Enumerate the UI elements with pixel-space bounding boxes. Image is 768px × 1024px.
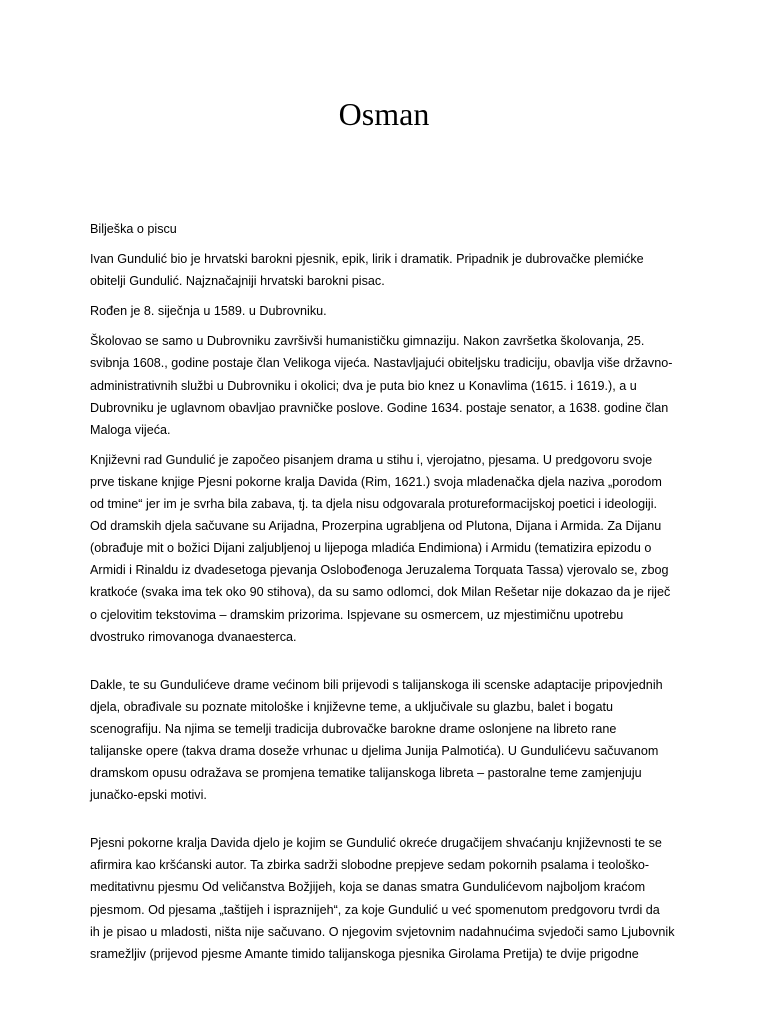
- text-line: junačko-epski motivi.: [90, 788, 207, 803]
- text-line: (obrađuje mit o božici Dijani zaljubljenoj u lijepoga mladića Endimiona) i Armidu (tematizira epizodu o: [90, 541, 652, 556]
- text-line: Armidi i Rinaldu iz dvadesetoga pjevanja Oslobođenoga Jeruzalema Torquata Tassa) vjerovalo se, zbog: [90, 563, 669, 578]
- section-heading: [90, 218, 682, 240]
- text-line: prve tiskane knjige Pjesni pokorne kralja Davida (Rim, 1621.) svoja mladenačka djela naziva „porodom: [90, 474, 662, 489]
- text-line: sramežljiv (prijevod pjesme Amante timido talijanskoga pjesnika Girolama Pretija) te dvije prigodne: [90, 946, 639, 961]
- text-line: talijanske opere (takva drama doseže vrhunac u djelima Junija Palmotića). U Gundulićevu sačuvanom: [90, 743, 659, 758]
- document-body: [90, 218, 682, 973]
- text-line: afirmira kao kršćanski autor. Ta zbirka sadrži slobodne prepjeve sedam pokornih psalama i teološko-: [90, 858, 650, 873]
- text-line: obitelji Gundulić. Najznačajniji hrvatski barokni pisac.: [90, 274, 385, 289]
- text-line: Maloga vijeća.: [90, 422, 171, 437]
- text-line: ih je pisao u mladosti, ništa nije sačuvano. O njegovim svjetovnim nadahnućima svjedoči samo Ljubovnik: [90, 924, 675, 939]
- paragraph-birth: [90, 300, 682, 322]
- text-line: dramskom opusu odražava se promjena tematike talijanskoga libreta – pastoralne teme zamjenjuju: [90, 766, 642, 781]
- text-line: Od dramskih djela sačuvane su Arijadna, Prozerpina ugrabljena od Plutona, Dijana i Armida. Za Dijanu: [90, 519, 662, 534]
- text-line: od tmine“ jer im je svrha bila zabava, tj. ta djela nisu odgovarala protureformacijskoj poetici i ideologiji.: [90, 497, 657, 512]
- text-line: scenografiju. Na njima se temelji tradicija dubrovačke barokne drame oslonjene na libreto rane: [90, 721, 617, 736]
- paragraph-intro: [90, 248, 682, 292]
- text-line: kratkoće (svaka ima tek oko 90 stihova), da su samo odlomci, dok Milan Rešetar nije dokazao da je riječ: [90, 585, 671, 600]
- text-line: Dubrovniku je uglavnom obavljao pravničke poslove. Godine 1634. postaje senator, a 1638. godine član: [90, 400, 669, 415]
- text-line: Književni rad Gundulić je započeo pisanjem drama u stihu i, vjerojatno, pjesama. U predgovoru svoje: [90, 452, 653, 467]
- text-line: Bilješka o piscu: [90, 222, 177, 236]
- text-line: meditativnu pjesmu Od veličanstva Božjijeh, koja se danas smatra Gundulićevom najboljom kraćom: [90, 880, 646, 895]
- text-line: Pjesni pokorne kralja Davida djelo je kojim se Gundulić okreće drugačijem shvaćanju književnosti te se: [90, 836, 662, 851]
- text-line: Rođen je 8. siječnja u 1589. u Dubrovniku.: [90, 304, 327, 319]
- text-line: pjesmom. Od pjesama „taštijeh i ispraznijeh“, za koje Gundulić u već spomenutom predgovoru tvrdi da: [90, 902, 660, 917]
- text-line: Ivan Gundulić bio je hrvatski barokni pjesnik, epik, lirik i dramatik. Pripadnik je dubrovačke plemićke: [90, 252, 644, 267]
- paragraph-literary-work: [90, 449, 682, 648]
- paragraph-dramas: [90, 674, 682, 807]
- paragraph-psalms: [90, 832, 682, 965]
- text-line: Dakle, te su Gundulićeve drame većinom bili prijevodi s talijanskoga ili scenske adaptacije pripovjednih: [90, 677, 663, 692]
- document-title: Osman: [338, 96, 430, 132]
- text-line: svibnja 1608., godine postaje član Velikoga vijeća. Nastavljajući obiteljsku tradiciju, obavlja više državno-: [90, 356, 673, 371]
- text-line: administrativnih službi u Dubrovniku i okolici; dva je puta bio knez u Konavlima (1615. i 1619.), a u: [90, 378, 637, 393]
- text-line: dvostruko rimovanoga dvanaesterca.: [90, 629, 297, 644]
- text-line: o cjelovitim tekstovima – dramskim prizorima. Ispjevane su osmercem, uz mjestimičnu upotrebu: [90, 607, 624, 622]
- text-line: djela, obrađivale su poznate mitološke i književne teme, a uključivale su glazbu, balet i bogatu: [90, 699, 613, 714]
- paragraph-education: [90, 330, 682, 440]
- text-line: Školovao se samo u Dubrovniku završivši humanističku gimnaziju. Nakon završetka školovanja, 25.: [90, 334, 645, 349]
